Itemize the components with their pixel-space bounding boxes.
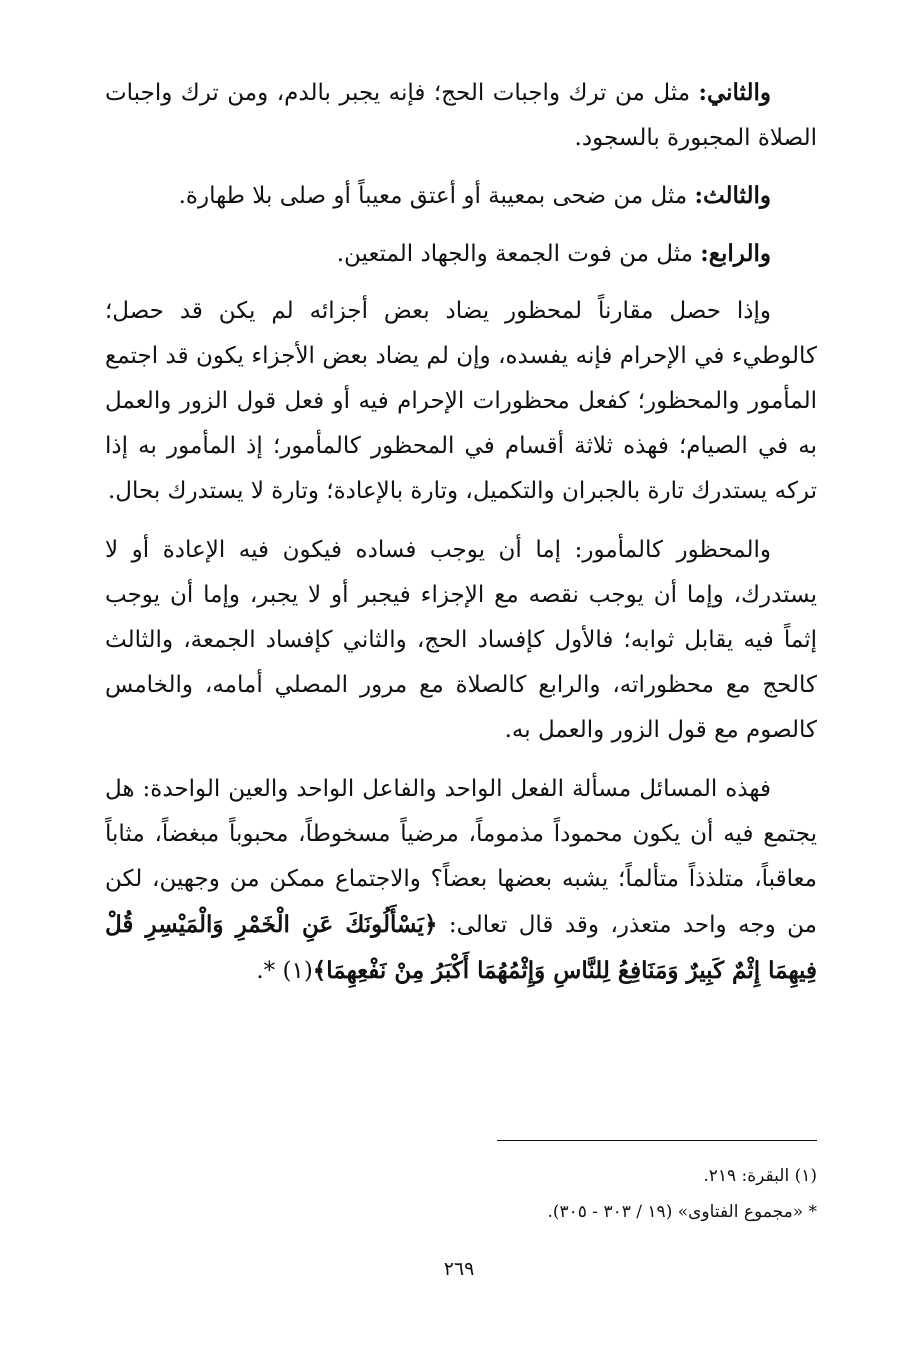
footnote-marker: (١) *. bbox=[256, 958, 313, 984]
paragraph-second bbox=[105, 70, 817, 161]
quran-verse: ﴿يَسْأَلُونَكَ عَنِ الْخَمْرِ وَالْمَيْسِرِ قُلْ فِيهِمَا إِثْمٌ كَبِيرٌ وَمَنَافِعُ لِلنَّاسِ وَإِثْمُهُمَا أَكْبَرُ مِنْ نَفْعِهِمَا﴾ bbox=[105, 911, 817, 984]
lead-word: والثالث: bbox=[694, 182, 771, 209]
paragraph-single-act bbox=[105, 767, 817, 994]
paragraph-third bbox=[105, 173, 817, 219]
paragraph-forbidden-like-commanded bbox=[105, 528, 817, 753]
footnote-1: (١) البقرة: ٢١٩. bbox=[703, 1166, 817, 1186]
footnote-divider bbox=[497, 1140, 817, 1141]
main-text bbox=[105, 70, 817, 994]
lead-word: والرابع: bbox=[700, 240, 771, 267]
paragraph-fourth bbox=[105, 231, 817, 277]
paragraph-text: مثل من ترك واجبات الحج؛ فإنه يجبر بالدم، ومن ترك واجبات الصلاة المجبورة بالسجود. bbox=[105, 80, 817, 151]
paragraph-text: والمحظور كالمأمور: إما أن يوجب فساده فيكون فيه الإعادة أو لا يستدرك، وإما أن يوجب نقصه مع الإجزاء فيجبر أو لا يجبر، وإما أن يوجب إثماً فيه يقابل ثوابه؛ فالأول كإفساد الحج، والثاني كإفساد الجمعة، والثالث كالحج مع محظوراته، والرابع كالصلاة مع مرور المصلي أمامه، والخامس كالصوم مع قول الزور والعمل به. bbox=[105, 537, 817, 743]
paragraph-forbidden-combination bbox=[105, 289, 817, 514]
lead-word: والثاني: bbox=[698, 79, 771, 106]
paragraph-text: فهذه المسائل مسألة الفعل الواحد والفاعل الواحد والعين الواحدة: هل يجتمع فيه أن يكون محموداً مذموماً، مرضياً مسخوطاً، محبوباً مبغضاً، مثاباً معاقباً، متلذذاً متألماً؛ يشبه بعضها بعضاً؟ والاجتماع ممكن من وجهين، لكن من وجه واحد متعذر، وقد قال تعالى: bbox=[105, 776, 817, 938]
paragraph-text: وإذا حصل مقارناً لمحظور يضاد بعض أجزائه لم يكن قد حصل؛ كالوطيء في الإحرام فإنه يفسده، وإن لم يضاد بعض الأجزاء يكون قد اجتمع المأمور والمحظور؛ كفعل محظورات الإحرام فيه أو فعل قول الزور والعمل به في الصيام؛ فهذه ثلاثة أقسام في المحظور كالمأمور؛ إذ المأمور به إذا تركه يستدرك تارة بالجبران والتكميل، وتارة بالإعادة؛ وتارة لا يستدرك بحال. bbox=[105, 298, 817, 504]
page-number: ٢٦٩ bbox=[443, 1258, 475, 1280]
paragraph-text: مثل من فوت الجمعة والجهاد المتعين. bbox=[336, 241, 701, 267]
paragraph-text: مثل من ضحى بمعيبة أو أعتق معيباً أو صلى بلا طهارة. bbox=[178, 183, 695, 209]
footnote-source: * «مجموع الفتاوى» (١٩ / ٣٠٣ - ٣٠٥). bbox=[547, 1202, 817, 1222]
footnotes bbox=[217, 1158, 817, 1230]
